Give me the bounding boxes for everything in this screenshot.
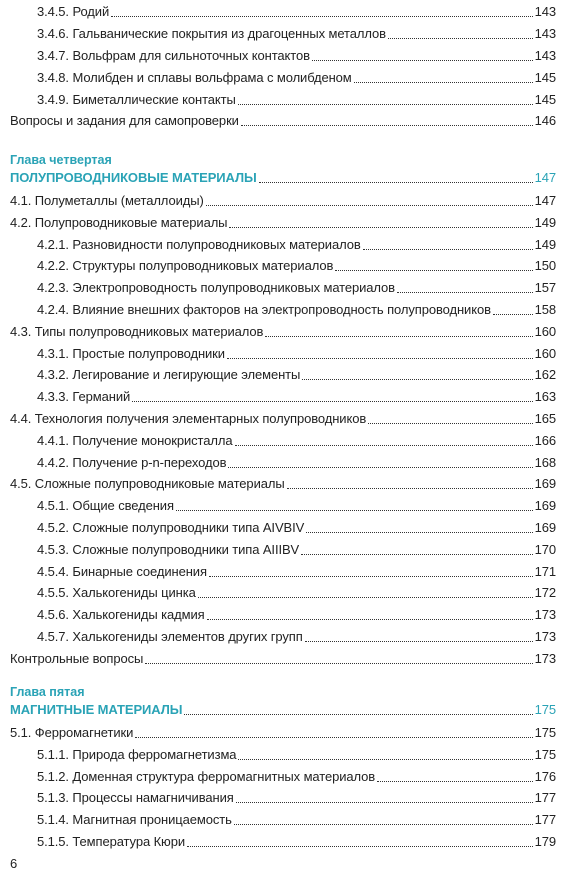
leader-dots [235, 445, 533, 446]
toc-entry-title: 3.4.9. Биметаллические контакты [37, 90, 237, 110]
toc-entry[interactable] [0, 518, 562, 538]
toc-entry-title: 4.2.3. Электропроводность полупроводниковых материалов [37, 278, 396, 298]
toc-entry-title: 3.4.8. Молибден и сплавы вольфрама с молибденом [37, 68, 353, 88]
leader-dots [198, 597, 533, 598]
toc-entry-page: 162 [534, 365, 556, 385]
toc-entry[interactable] [0, 191, 562, 211]
toc-entry-page: 173 [534, 627, 556, 647]
toc-entry-title: 5.1.3. Процессы намагничивания [37, 788, 235, 808]
toc-entry[interactable] [0, 365, 562, 385]
chapter-title-entry[interactable] [0, 700, 562, 720]
leader-dots [145, 663, 533, 664]
toc-entry-title: 5.1.1. Природа ферромагнетизма [37, 745, 237, 765]
toc-entry[interactable] [0, 583, 562, 603]
toc-entry[interactable] [0, 431, 562, 451]
toc-entry[interactable] [0, 387, 562, 407]
leader-dots [227, 358, 533, 359]
leader-dots [228, 467, 533, 468]
toc-entry-title: 4.3.2. Легирование и легирующие элементы [37, 365, 301, 385]
toc-entry[interactable] [0, 256, 562, 276]
toc-entry[interactable] [0, 649, 562, 669]
leader-dots [229, 227, 533, 228]
toc-entry[interactable] [0, 810, 562, 830]
toc-entry-page: 169 [534, 474, 556, 494]
toc-entry-title: 4.2. Полупроводниковые материалы [10, 213, 228, 233]
toc-entry-page: 173 [534, 649, 556, 669]
toc-entry-page: 177 [534, 788, 556, 808]
toc-entry-title: Контрольные вопросы [10, 649, 144, 669]
toc-entry-page: 172 [534, 583, 556, 603]
leader-dots [206, 205, 533, 206]
leader-dots [207, 619, 533, 620]
leader-dots [377, 781, 533, 782]
toc-entry[interactable] [0, 235, 562, 255]
toc-entry-title: 4.2.1. Разновидности полупроводниковых материалов [37, 235, 362, 255]
toc-entry-title: 4.4.2. Получение p-n-переходов [37, 453, 227, 473]
toc-entry[interactable] [0, 767, 562, 787]
toc-entry[interactable] [0, 46, 562, 66]
toc-entry-title: 3.4.6. Гальванические покрытия из драгоценных металлов [37, 24, 387, 44]
leader-dots [368, 423, 533, 424]
leader-dots [187, 846, 533, 847]
toc-entry[interactable] [0, 496, 562, 516]
toc-entry-title: Вопросы и задания для самопроверки [10, 111, 240, 131]
toc-entry-title: 4.5.7. Халькогениды элементов других групп [37, 627, 304, 647]
toc-entry[interactable] [0, 2, 562, 22]
toc-entry-page: 176 [534, 767, 556, 787]
leader-dots [306, 532, 533, 533]
toc-entry[interactable] [0, 832, 562, 852]
toc-entry-title: 5.1.5. Температура Кюри [37, 832, 186, 852]
leader-dots [397, 292, 533, 293]
toc-entry-title: 4.3.1. Простые полупроводники [37, 344, 226, 364]
chapter-label: Глава пятая [10, 685, 85, 699]
page-number: 6 [10, 856, 18, 871]
toc-entry[interactable] [0, 213, 562, 233]
toc-entry-page: 143 [534, 46, 556, 66]
toc-entry-title: 4.5.2. Сложные полупроводники типа AIVBIV [37, 518, 305, 538]
toc-entry-title: 5.1.2. Доменная структура ферромагнитных материалов [37, 767, 376, 787]
toc-entry-page: 143 [534, 24, 556, 44]
toc-entry[interactable] [0, 540, 562, 560]
toc-entry[interactable] [0, 111, 562, 131]
leader-dots [287, 488, 533, 489]
toc-entry-title: 3.4.7. Вольфрам для сильноточных контактов [37, 46, 311, 66]
leader-dots [493, 314, 533, 315]
leader-dots [301, 554, 533, 555]
toc-entry-page: 177 [534, 810, 556, 830]
toc-entry-page: 169 [534, 518, 556, 538]
toc-entry-title: 5.1.4. Магнитная проницаемость [37, 810, 233, 830]
toc-entry-page: 163 [534, 387, 556, 407]
toc-entry-page: 147 [534, 191, 556, 211]
toc-entry[interactable] [0, 90, 562, 110]
toc-entry-page: 149 [534, 235, 556, 255]
leader-dots [354, 82, 533, 83]
toc-entry-title: 4.5.6. Халькогениды кадмия [37, 605, 206, 625]
leader-dots [312, 60, 533, 61]
toc-entry-page: 175 [534, 745, 556, 765]
toc-entry-title: 4.5.1. Общие сведения [37, 496, 175, 516]
toc-entry-page: 173 [534, 605, 556, 625]
toc-entry-title: 5.1. Ферромагнетики [10, 723, 134, 743]
toc-entry[interactable] [0, 627, 562, 647]
leader-dots [241, 125, 533, 126]
toc-entry-page: 150 [534, 256, 556, 276]
leader-dots [363, 249, 533, 250]
toc-entry-title: 4.2.2. Структуры полупроводниковых материалов [37, 256, 334, 276]
toc-entry-page: 145 [534, 90, 556, 110]
toc-entry-page: 160 [534, 322, 556, 342]
toc-entry-page: 149 [534, 213, 556, 233]
leader-dots [305, 641, 533, 642]
leader-dots [259, 182, 533, 183]
chapter-title: МАГНИТНЫЕ МАТЕРИАЛЫ [10, 700, 183, 720]
toc-entry-title: 4.5.5. Халькогениды цинка [37, 583, 197, 603]
chapter-page: 147 [534, 168, 556, 188]
toc-entry[interactable] [0, 745, 562, 765]
leader-dots [236, 802, 533, 803]
toc-entry[interactable] [0, 278, 562, 298]
leader-dots [111, 16, 533, 17]
toc-entry[interactable] [0, 723, 562, 743]
leader-dots [135, 737, 533, 738]
toc-entry-title: 4.1. Полуметаллы (металлоиды) [10, 191, 205, 211]
toc-entry[interactable] [0, 409, 562, 429]
leader-dots [184, 714, 533, 715]
toc-entry-page: 169 [534, 496, 556, 516]
toc-entry-title: 4.4. Технология получения элементарных полупроводников [10, 409, 367, 429]
toc-entry[interactable] [0, 24, 562, 44]
toc-entry[interactable] [0, 344, 562, 364]
toc-entry[interactable] [0, 453, 562, 473]
leader-dots [132, 401, 533, 402]
leader-dots [238, 104, 533, 105]
toc-entry-title: 4.5. Сложные полупроводниковые материалы [10, 474, 286, 494]
leader-dots [234, 824, 533, 825]
toc-entry[interactable] [0, 300, 562, 320]
chapter-page: 175 [534, 700, 556, 720]
toc-entry-title: 4.2.4. Влияние внешних факторов на электропроводность полупроводников [37, 300, 492, 320]
toc-entry[interactable] [0, 605, 562, 625]
toc-entry-page: 160 [534, 344, 556, 364]
toc-entry-page: 165 [534, 409, 556, 429]
leader-dots [335, 270, 533, 271]
toc-entry-page: 166 [534, 431, 556, 451]
leader-dots [265, 336, 533, 337]
toc-entry[interactable] [0, 68, 562, 88]
leader-dots [209, 576, 533, 577]
toc-entry-title: 4.3.3. Германий [37, 387, 131, 407]
leader-dots [176, 510, 533, 511]
leader-dots [302, 379, 533, 380]
toc-entry[interactable] [0, 788, 562, 808]
toc-entry[interactable] [0, 474, 562, 494]
leader-dots [238, 759, 533, 760]
chapter-label: Глава четвертая [10, 153, 112, 167]
toc-entry[interactable] [0, 562, 562, 582]
toc-entry-page: 171 [534, 562, 556, 582]
toc-entry-page: 170 [534, 540, 556, 560]
toc-entry-title: 4.4.1. Получение монокристалла [37, 431, 234, 451]
toc-entry-page: 143 [534, 2, 556, 22]
toc-entry-title: 3.4.5. Родий [37, 2, 110, 22]
toc-entry-title: 4.5.4. Бинарные соединения [37, 562, 208, 582]
toc-entry-page: 158 [534, 300, 556, 320]
toc-entry-page: 175 [534, 723, 556, 743]
toc-entry[interactable] [0, 322, 562, 342]
toc-entry-title: 4.5.3. Сложные полупроводники типа AIIIBV [37, 540, 300, 560]
toc-entry-page: 145 [534, 68, 556, 88]
toc-entry-page: 168 [534, 453, 556, 473]
toc-entry-page: 179 [534, 832, 556, 852]
toc-entry-page: 146 [534, 111, 556, 131]
chapter-title: ПОЛУПРОВОДНИКОВЫЕ МАТЕРИАЛЫ [10, 168, 258, 188]
leader-dots [388, 38, 533, 39]
chapter-title-entry[interactable] [0, 168, 562, 188]
toc-entry-page: 157 [534, 278, 556, 298]
toc-entry-title: 4.3. Типы полупроводниковых материалов [10, 322, 264, 342]
